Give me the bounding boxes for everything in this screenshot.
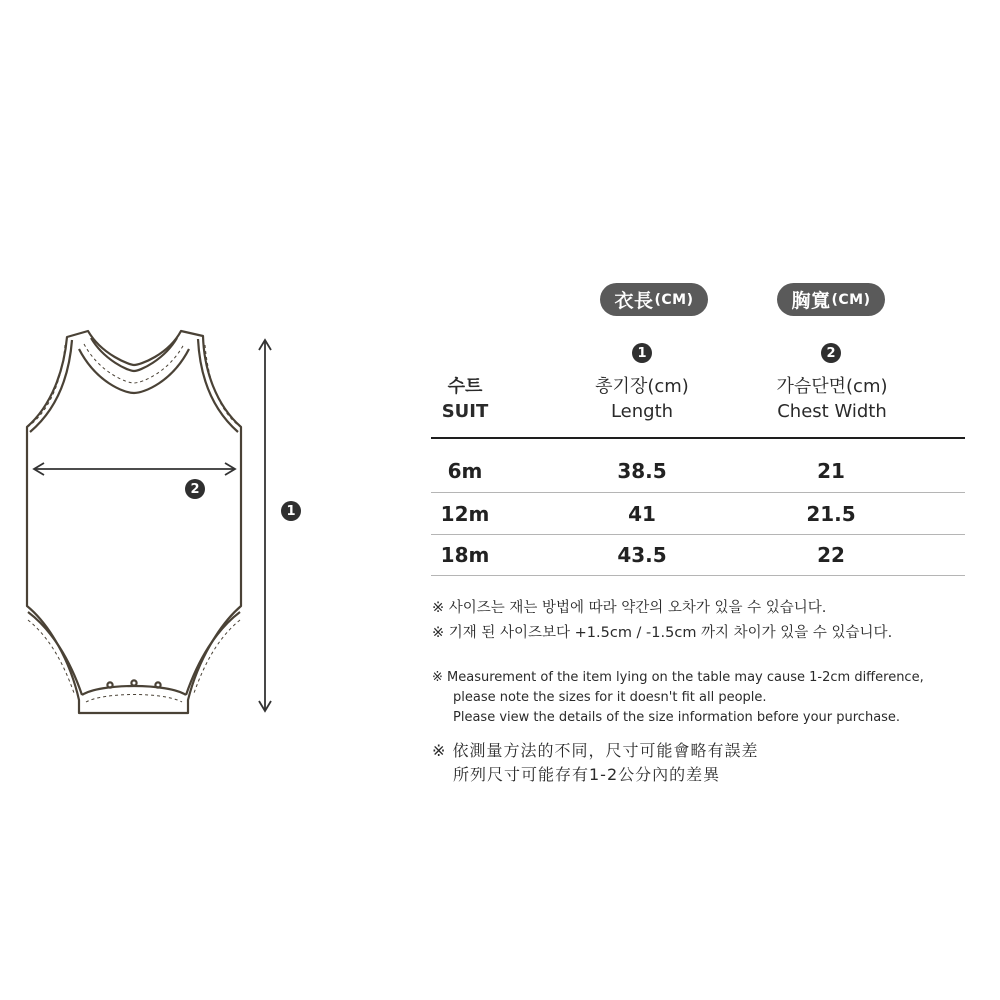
chest-cell: 21.5 xyxy=(806,502,856,526)
length-cell: 41 xyxy=(628,502,656,526)
korean-note-1: ※ 사이즈는 재는 방법에 따라 약간의 오차가 있을 수 있습니다. xyxy=(432,600,827,616)
length-marker-icon: 1 xyxy=(281,501,301,521)
chest-column-header xyxy=(752,374,912,424)
length-header-marker-icon: 1 xyxy=(632,343,652,363)
chinese-note-1: ※ 依測量方法的不同，尺寸可能會略有誤差 xyxy=(432,741,759,760)
english-note-2: please note the sizes for it doesn't fit all people. xyxy=(453,690,767,705)
length-pill-label: 衣長 xyxy=(614,290,654,312)
size-header-english: SUIT xyxy=(441,401,489,422)
chest-header-english: Chest Width xyxy=(777,401,887,422)
chest-cell: 21 xyxy=(817,459,845,483)
chest-pill-unit: (CM) xyxy=(831,291,871,308)
row-divider xyxy=(431,575,965,576)
chest-header-marker-icon: 2 xyxy=(821,343,841,363)
size-column-header xyxy=(425,374,505,424)
row-divider xyxy=(431,534,965,535)
size-cell: 6m xyxy=(447,459,483,483)
chest-marker-icon: 2 xyxy=(185,479,205,499)
size-cell: 18m xyxy=(440,543,490,567)
english-note-3: Please view the details of the size information before your purchase. xyxy=(453,710,901,725)
chest-pill-label: 胸寬 xyxy=(791,290,831,312)
english-note-1: ※ Measurement of the item lying on the table may cause 1-2cm difference, xyxy=(432,670,924,685)
length-header-korean: 총기장(cm) xyxy=(595,376,689,397)
chest-cell: 22 xyxy=(817,543,845,567)
chinese-note-2: 所列尺寸可能存有1-2公分內的差異 xyxy=(453,765,721,784)
length-pill-unit: (CM) xyxy=(654,291,694,308)
row-divider xyxy=(431,492,965,493)
length-pill xyxy=(600,283,708,316)
table-header-divider xyxy=(431,437,965,439)
length-column-header xyxy=(572,374,712,424)
chest-pill xyxy=(777,283,885,316)
length-arrow xyxy=(259,340,271,711)
length-cell: 43.5 xyxy=(617,543,667,567)
size-header-korean: 수트 xyxy=(447,376,483,397)
size-cell: 12m xyxy=(440,502,490,526)
korean-note-2: ※ 기재 된 사이즈보다 +1.5cm / -1.5cm 까지 차이가 있을 수 있습니다. xyxy=(432,625,893,641)
chest-header-korean: 가슴단면(cm) xyxy=(776,376,888,397)
length-cell: 38.5 xyxy=(617,459,667,483)
length-header-english: Length xyxy=(610,401,674,422)
